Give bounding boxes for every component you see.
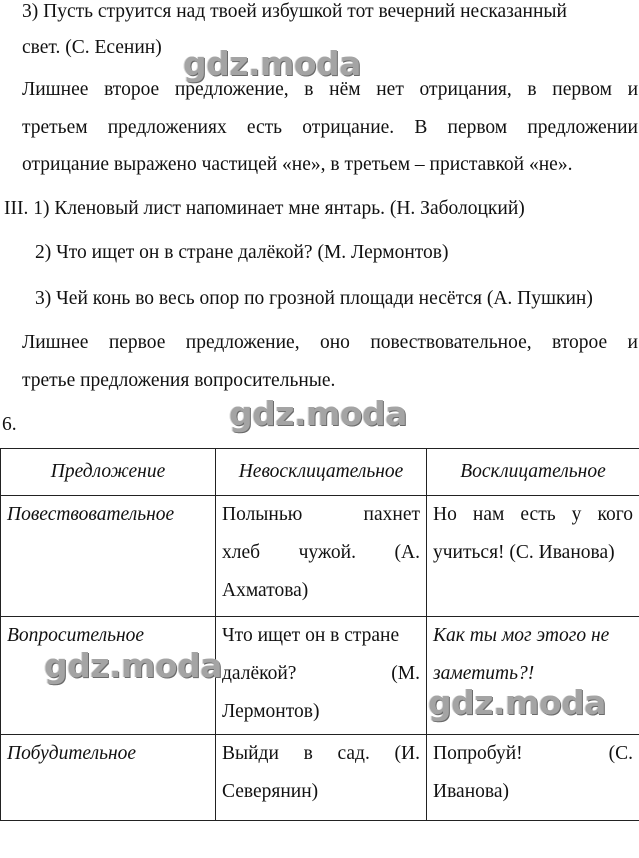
- watermark-logo: gdz.moda: [428, 683, 606, 722]
- row-type: Повествовательное: [1, 496, 216, 617]
- exclamatory-cell: [427, 496, 639, 617]
- non-exclamatory-cell: [216, 617, 427, 735]
- cell-line: Лермонтов): [222, 701, 320, 722]
- sentence-types-table: [0, 448, 639, 821]
- table-row: [1, 496, 639, 617]
- cell-line: Ахматова): [222, 580, 309, 601]
- watermark-logo: gdz.moda: [229, 394, 407, 433]
- cell-line: Но нам есть у кого: [433, 504, 633, 525]
- watermark-logo: gdz.moda: [44, 646, 222, 685]
- cell-line: Как ты мог этого не: [433, 625, 610, 646]
- cell-line: Иванова): [433, 781, 509, 802]
- explanation-2-line1: Лишнее второе предложение, в нём нет отрицания, в первом и: [22, 79, 638, 100]
- sentence-2-3-line1: 3) Пусть струится над твоей избушкой тот вечерний несказанный: [22, 1, 567, 22]
- non-exclamatory-cell: [216, 735, 427, 821]
- cell-line: Полынью пахнет: [222, 504, 420, 525]
- cell-line: Северянин): [222, 781, 319, 802]
- explanation-3-line2: третье предложения вопросительные.: [22, 370, 336, 391]
- explanation-2-line3: отрицание выражено частицей «не», в третьем – приставкой «не».: [22, 154, 573, 175]
- explanation-3-line1: Лишнее первое предложение, оно повествовательное, второе и: [22, 332, 638, 353]
- explanation-2-line2: третьем предложениях есть отрицание. В первом предложении: [22, 117, 638, 138]
- table-header: Невосклицательное: [216, 449, 427, 496]
- cell-line: Что ищет он в стране: [222, 625, 400, 646]
- watermark-logo: gdz.moda: [183, 44, 361, 83]
- cell-line: Выйди в сад. (И.: [222, 743, 420, 764]
- non-exclamatory-cell: [216, 496, 427, 617]
- sentence-2-3-line2: свет. (С. Есенин): [22, 37, 162, 58]
- row-type: Побудительное: [1, 735, 216, 821]
- cell-line: хлеб чужой. (А.: [222, 542, 420, 563]
- cell-line: далёкой? (М.: [222, 663, 420, 684]
- table-header-row: [1, 449, 639, 496]
- cell-line: учиться! (С. Иванова): [433, 542, 615, 563]
- exercise-number: 6.: [2, 414, 17, 435]
- section-3-sentence-1: III. 1) Кленовый лист напоминает мне янтарь. (Н. Заболоцкий): [4, 198, 525, 219]
- cell-line: Попробуй! (С.: [433, 743, 633, 764]
- table-header: Восклицательное: [427, 449, 639, 496]
- exclamatory-cell: [427, 735, 639, 821]
- table-header: Предложение: [1, 449, 216, 496]
- cell-line: заметить?!: [433, 663, 535, 684]
- row-type: Вопросительное: [1, 617, 216, 735]
- section-3-sentence-3: 3) Чей конь во весь опор по грозной площади несётся (А. Пушкин): [35, 288, 593, 309]
- section-3-sentence-2: 2) Что ищет он в стране далёкой? (М. Лермонтов): [35, 242, 449, 263]
- table-row: [1, 735, 639, 821]
